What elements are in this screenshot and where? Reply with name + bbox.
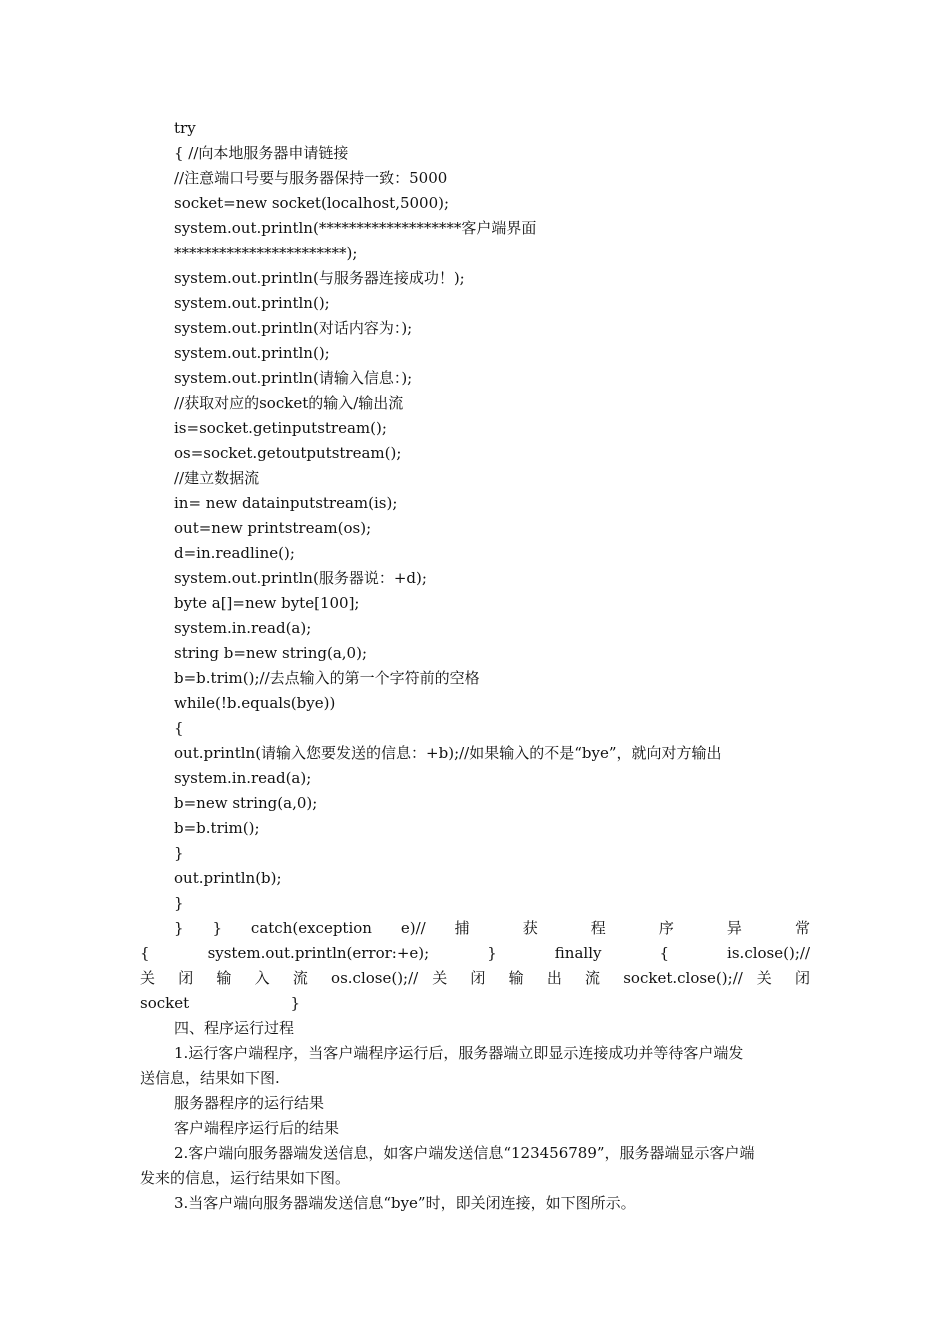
code-line: { [174, 719, 184, 737]
code-line: socket=new socket(localhost,5000); [174, 194, 450, 212]
code-line: system.out.println(); [174, 294, 330, 312]
code-line: system.out.println(*******************客户端界面 [174, 219, 537, 237]
code-line: system.out.println(); [174, 344, 330, 362]
code-line: string b=new string(a,0); [174, 644, 368, 662]
code-line: system.in.read(a); [174, 769, 312, 787]
code-line: system.out.println(对话内容为：); [174, 319, 413, 337]
code-line: while(!b.equals(bye)) [174, 694, 336, 712]
code-line: out.println(b); [174, 869, 282, 887]
code-line: system.out.println(与服务器连接成功！); [174, 269, 465, 287]
code-line: os=socket.getoutputstream(); [174, 444, 402, 462]
code-line: } [174, 844, 184, 862]
code-line: { //向本地服务器申请链接 [174, 144, 349, 162]
paragraph-line: 服务器程序的运行结果 [174, 1094, 325, 1112]
catch-line: } } catch(exception e)// 捕 获 程 序 异 常 [174, 919, 810, 937]
paragraph-line: 3.当客户端向服务器端发送信息“bye”时，即关闭连接，如下图所示。 [174, 1194, 636, 1212]
code-line: in= new datainputstream(is); [174, 494, 398, 512]
paragraph-line: 2.客户端向服务器端发送信息，如客户端发送信息“123456789”，服务器端显示客户端 [174, 1144, 755, 1162]
catch-line: socket } [140, 994, 300, 1012]
paragraph-line: 客户端程序运行后的结果 [174, 1119, 340, 1137]
catch-line: 关 闭 输 入 流 os.close();// 关 闭 输 出 流 socket.close();// 关 闭 [140, 969, 810, 987]
code-line: b=new string(a,0); [174, 794, 318, 812]
code-line: system.in.read(a); [174, 619, 312, 637]
code-line: } [174, 894, 184, 912]
paragraph-line: 1.运行客户端程序，当客户端程序运行后，服务器端立即显示连接成功并等待客户端发 [174, 1044, 744, 1062]
code-line: out.println(请输入您要发送的信息：+b);//如果输入的不是“bye”，就向对方输出 [174, 744, 722, 762]
paragraph-line: 发来的信息，运行结果如下图。 [140, 1169, 351, 1187]
catch-line: { system.out.println(error:+e); } finally { is.close();// [140, 944, 810, 962]
code-line: b=b.trim(); [174, 819, 260, 837]
code-line: system.out.println(服务器说：+d); [174, 569, 427, 587]
code-line: system.out.println(请输入信息：); [174, 369, 413, 387]
code-line: d=in.readline(); [174, 544, 295, 562]
code-line: out=new printstream(os); [174, 519, 372, 537]
code-line: byte a[]=new byte[100]; [174, 594, 360, 612]
paragraph-line: 送信息，结果如下图. [140, 1069, 280, 1087]
code-line: //建立数据流 [174, 469, 260, 487]
code-line: //注意端口号要与服务器保持一致：5000 [174, 169, 448, 187]
code-line: try [174, 119, 196, 137]
section-heading: 四、程序运行过程 [174, 1019, 295, 1037]
code-line: b=b.trim();//去点输入的第一个字符前的空格 [174, 669, 480, 687]
code-line: ***********************); [174, 244, 358, 262]
code-line: is=socket.getinputstream(); [174, 419, 387, 437]
code-line: //获取对应的socket的输入/输出流 [174, 394, 404, 412]
